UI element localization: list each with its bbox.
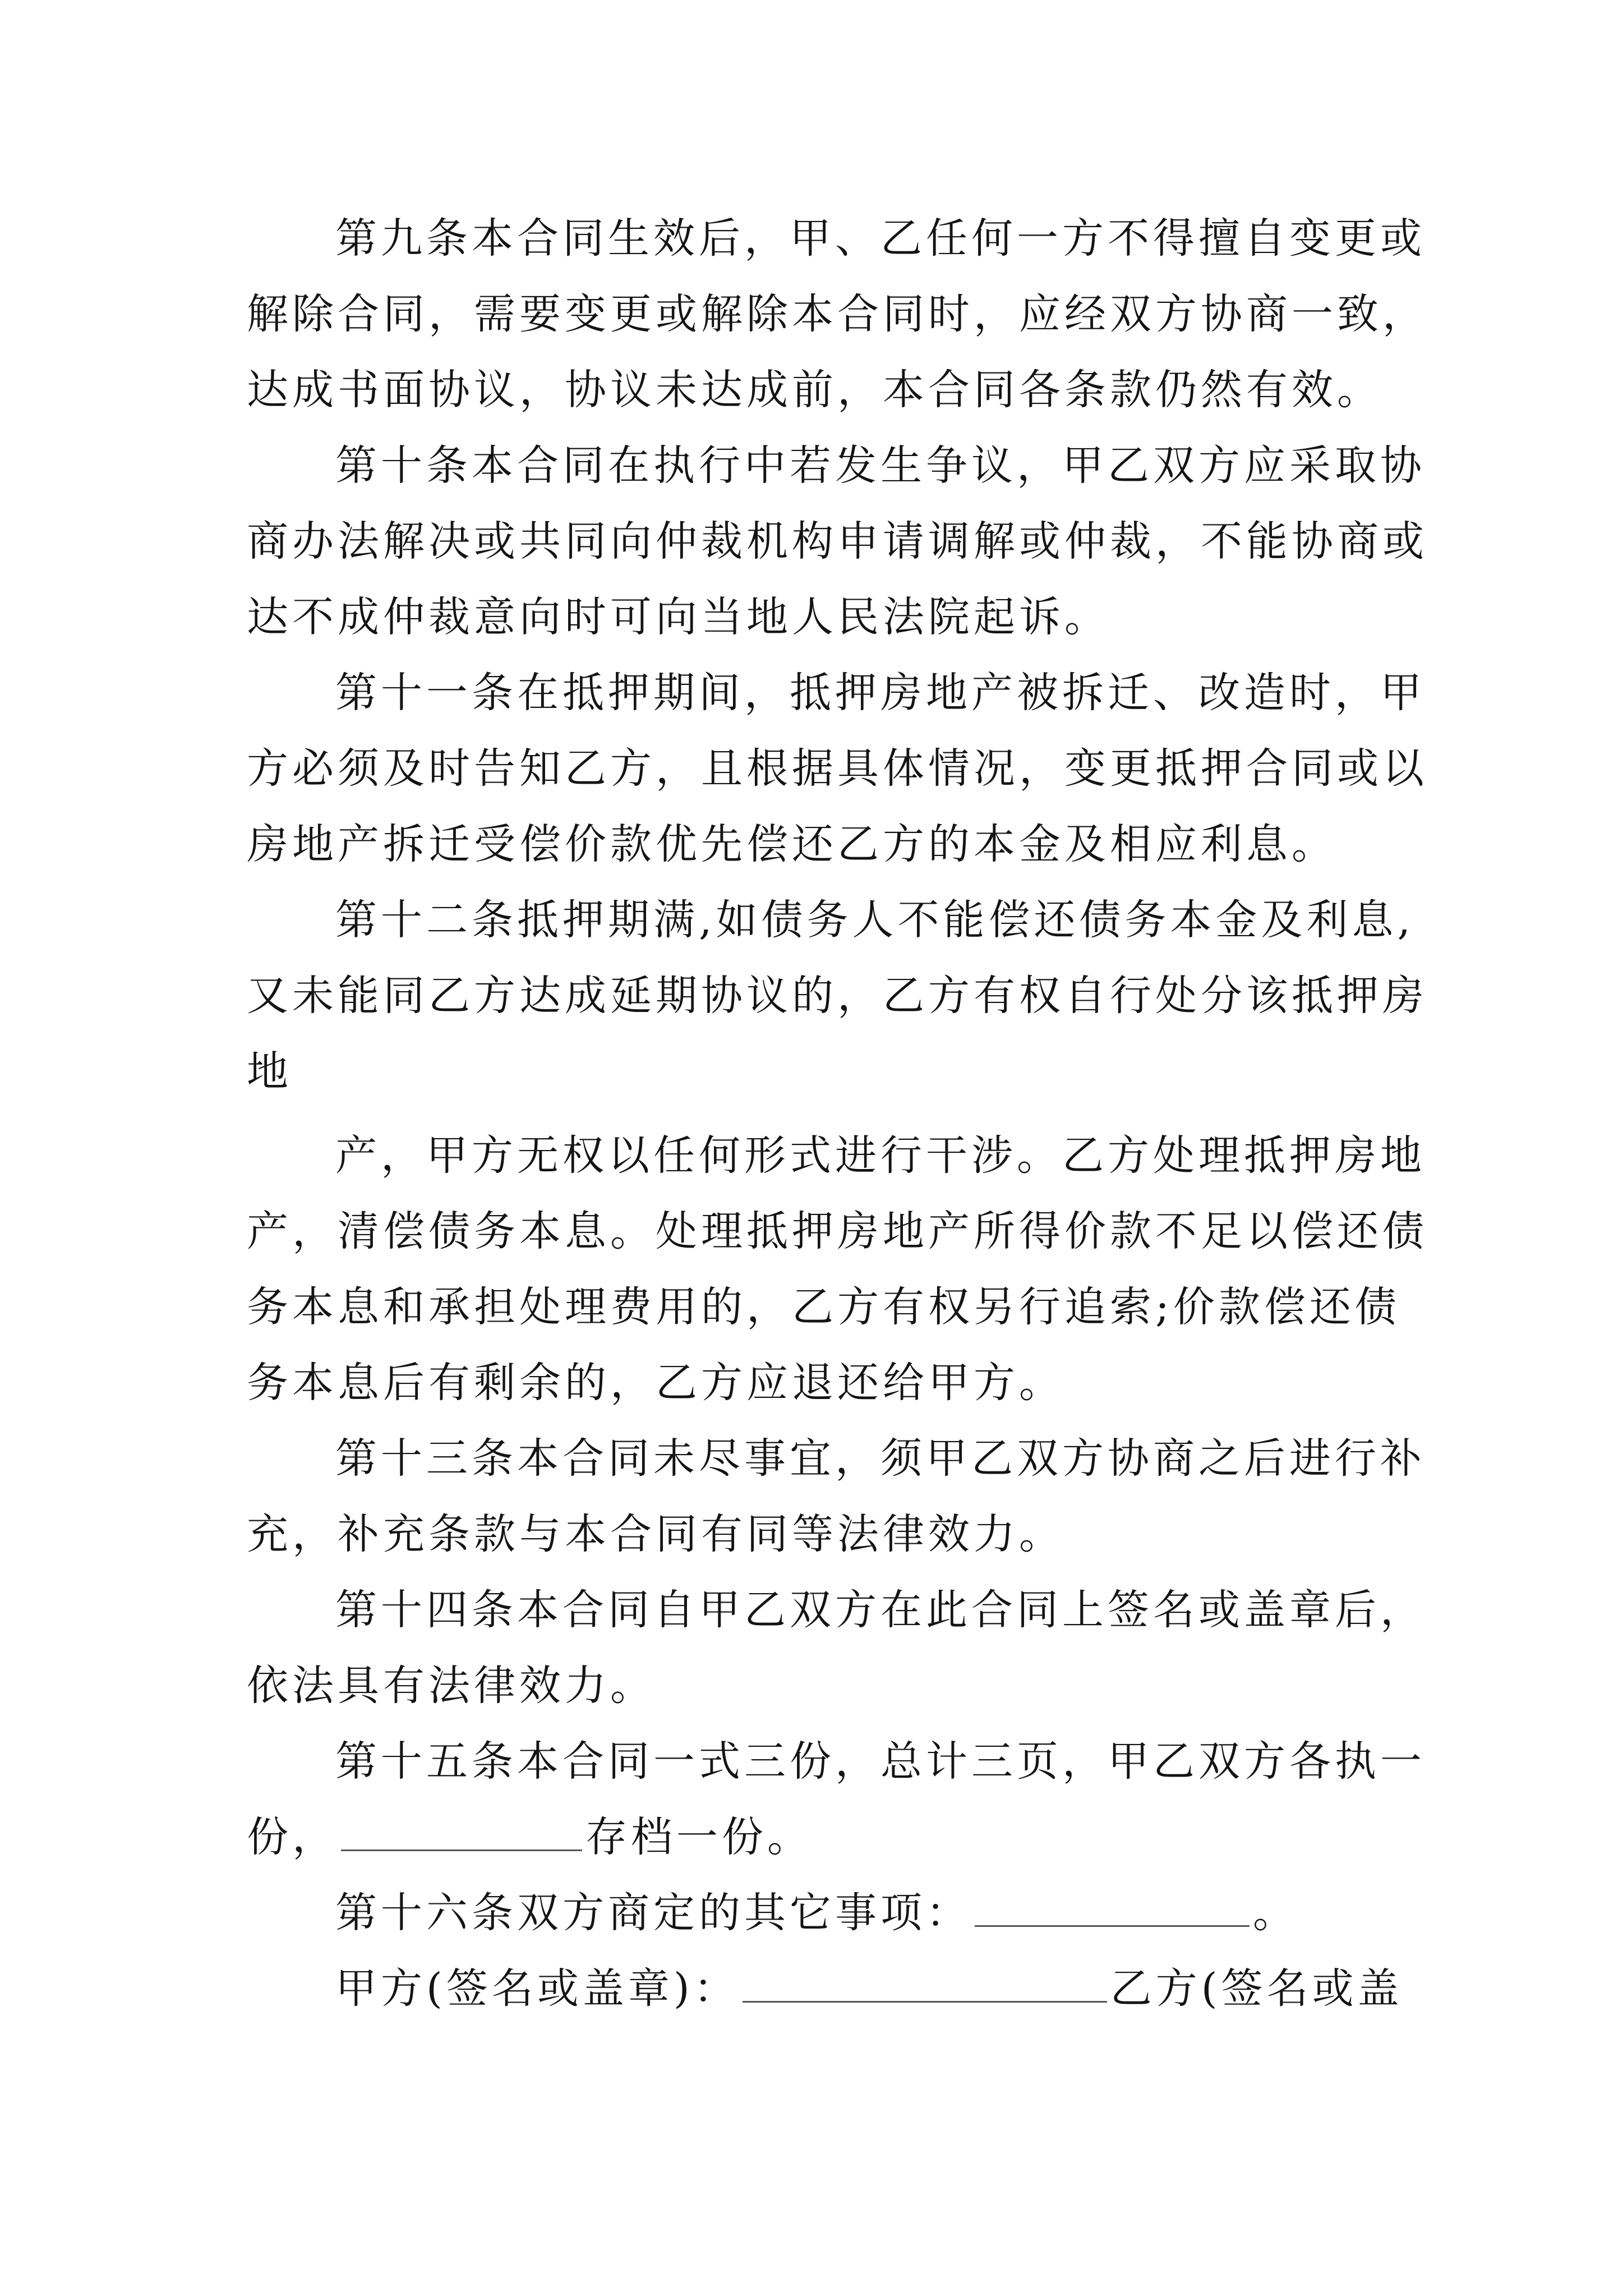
text-line: 产，甲方无权以任何形式进行干涉。乙方处理抵押房地 (335, 1131, 1426, 1180)
text-line: 第十条本合同在执行中若发生争议，甲乙双方应采取协 (335, 441, 1426, 490)
text-line: 第十五条本合同一式三份，总计三页，甲乙双方各执一 (335, 1737, 1426, 1786)
text-line: 达成书面协议，协议未达成前，本合同各条款仍然有效。 (247, 366, 1382, 414)
text-line: 商办法解决或共同向仲裁机构申请调解或仲裁，不能协商或 (247, 517, 1428, 565)
text-line: 充，补充条款与本合同有同等法律效力。 (247, 1510, 1064, 1558)
text-line: 第十三条本合同未尽事宜，须甲乙双方协商之后进行补 (335, 1434, 1426, 1483)
text-line: 解除合同，需要变更或解除本合同时，应经双方协商一致， (247, 290, 1428, 338)
text-line: 第十四条本合同自甲乙双方在此合同上签名或盖章后， (335, 1586, 1426, 1634)
text-line: 方必须及时告知乙方，且根据具体情况，变更抵押合同或以 (247, 744, 1428, 793)
text-segment: 乙方(签名或盖 (1110, 1964, 1403, 2013)
text-line (335, 1885, 1298, 1941)
text-line: 地 (247, 1047, 292, 1096)
fill-in-blank (975, 1890, 1249, 1927)
text-line: 第十一条在抵押期间，抵押房地产被拆迁、改造时，甲 (335, 669, 1426, 717)
text-segment: 甲方(签名或盖章)： (335, 1964, 739, 2013)
text-line: 达不成仲裁意向时可向当地人民法院起诉。 (247, 593, 1110, 641)
text-line (335, 1961, 1403, 2017)
text-line (247, 1809, 813, 1865)
text-line: 第九条本合同生效后，甲、乙任何一方不得擅自变更或 (335, 214, 1426, 263)
text-line: 依法具有法律效力。 (247, 1662, 656, 1710)
text-line: 房地产拆迁受偿价款优先偿还乙方的本金及相应利息。 (247, 820, 1337, 868)
signature-blank (743, 1966, 1107, 2003)
fill-in-blank (341, 1815, 582, 1851)
text-line: 又未能同乙方达成延期协议的，乙方有权自行处分该抵押房 (247, 972, 1428, 1020)
text-line: 第十二条抵押期满,如债务人不能偿还债务本金及利息, (335, 896, 1415, 944)
text-line: 务本息后有剩余的，乙方应退还给甲方。 (247, 1359, 1064, 1407)
text-segment: 。 (1253, 1889, 1298, 1937)
text-line: 务本息和承担处理费用的，乙方有权另行追索;价款偿还债 (247, 1283, 1400, 1331)
text-segment: 份， (247, 1813, 338, 1861)
text-segment: 第十六条双方商定的其它事项： (335, 1889, 971, 1937)
text-segment: 存档一份。 (585, 1813, 813, 1861)
text-line: 产，清偿债务本息。处理抵押房地产所得价款不足以偿还债 (247, 1207, 1428, 1255)
